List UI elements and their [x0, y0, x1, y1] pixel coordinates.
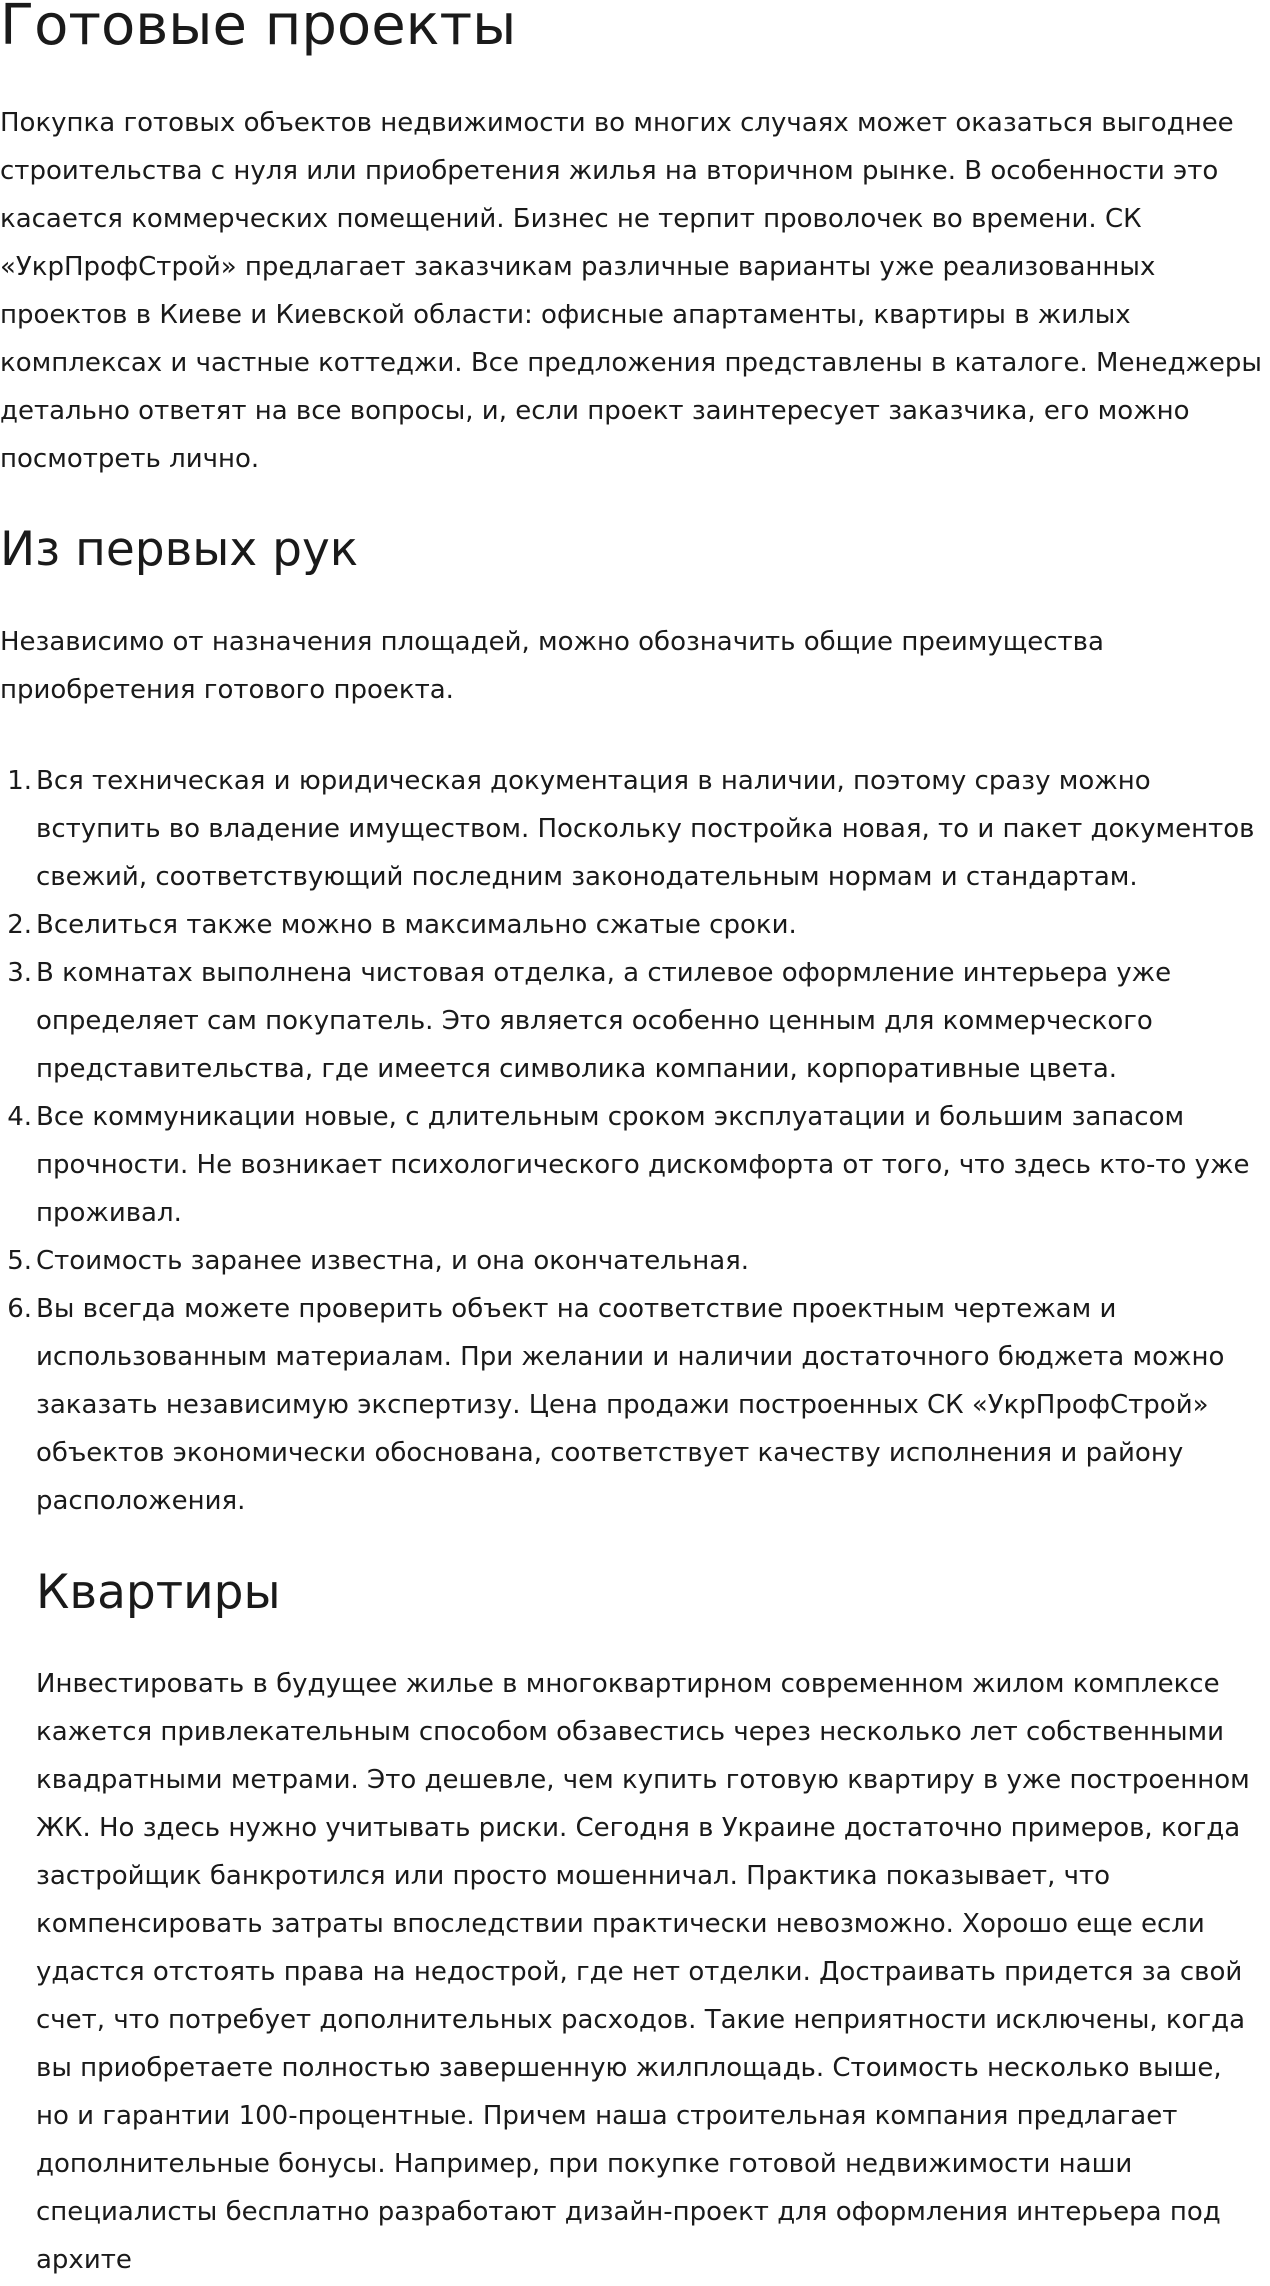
section-intro-paragraph: Независимо от назначения площадей, можно обозначить общие преимущества приобретения готового проекта.: [0, 627, 1104, 705]
lead-paragraph: Покупка готовых объектов недвижимости во многих случаях может оказаться выгоднее строительства с нуля или приобретения жилья на вторичном рынке. В особенности это касается коммерческих помещений. Бизнес не терпит проволочек во времени. СК «УкрПрофСтрой» предлагает заказчикам различные варианты уже реализованных проектов в Киеве и Киевской области: офисные апартаменты, квартиры в жилых комплексах и частные коттеджи. Все предложения представлены в каталоге. Менеджеры детально ответят на все вопросы, и, если проект заинтересует заказчика, его можно посмотреть лично.: [0, 108, 1262, 474]
section-heading-apartments: Квартиры: [36, 1565, 281, 1620]
list-item: Стоимость заранее известна, и она окончательная.: [36, 1246, 750, 1276]
list-item: Все коммуникации новые, с длительным сроком эксплуатации и большим запасом прочности. Не возникает психологического дискомфорта от того, что здесь кто-то уже проживал.: [36, 1102, 1250, 1228]
list-item: В комнатах выполнена чистовая отделка, а стилевое оформление интерьера уже определяет сам покупатель. Это является особенно ценным для коммерческого представительства, где имеется символика компании, корпоративные цвета.: [36, 958, 1172, 1084]
benefits-list: [36, 757, 1262, 1525]
section-heading-first-hand: Из первых рук: [0, 522, 359, 577]
list-item: Вся техническая и юридическая документация в наличии, поэтому сразу можно вступить во владение имуществом. Поскольку постройка новая, то и пакет документов свежий, соответствующий последним законодательным нормам и стандартам.: [36, 766, 1255, 892]
page-title: Готовые проекты: [0, 0, 517, 58]
list-item: Вселиться также можно в максимально сжатые сроки.: [36, 910, 797, 940]
list-item: Вы всегда можете проверить объект на соответствие проектным чертежам и использованным материалам. При желании и наличии достаточного бюджета можно заказать независимую экспертизу. Цена продажи построенных СК «УкрПрофСтрой» объектов экономически обоснована, соответствует качеству исполнения и району расположения.: [36, 1294, 1225, 1516]
apartments-paragraph: Инвестировать в будущее жилье в многоквартирном современном жилом комплексе кажется привлекательным способом обзавестись через несколько лет собственными квадратными метрами. Это дешевле, чем купить готовую квартиру в уже построенном ЖК. Но здесь нужно учитывать риски. Сегодня в Украине достаточно примеров, когда застройщик банкротился или просто мошенничал. Практика показывает, что компенсировать затраты впоследствии практически невозможно. Хорошо еще если удастся отстоять права на недострой, где нет отделки. Достраивать придется за свой счет, что потребует дополнительных расходов. Такие неприятности исключены, когда вы приобретаете полностью завершенную жилплощадь. Стоимость несколько выше, но и гарантии 100-процентные. Причем наша строительная компания предлагает дополнительные бонусы. Например, при покупке готовой недвижимости наши специалисты бесплатно разработают дизайн-проект для оформления интерьера под архите: [36, 1669, 1250, 2275]
